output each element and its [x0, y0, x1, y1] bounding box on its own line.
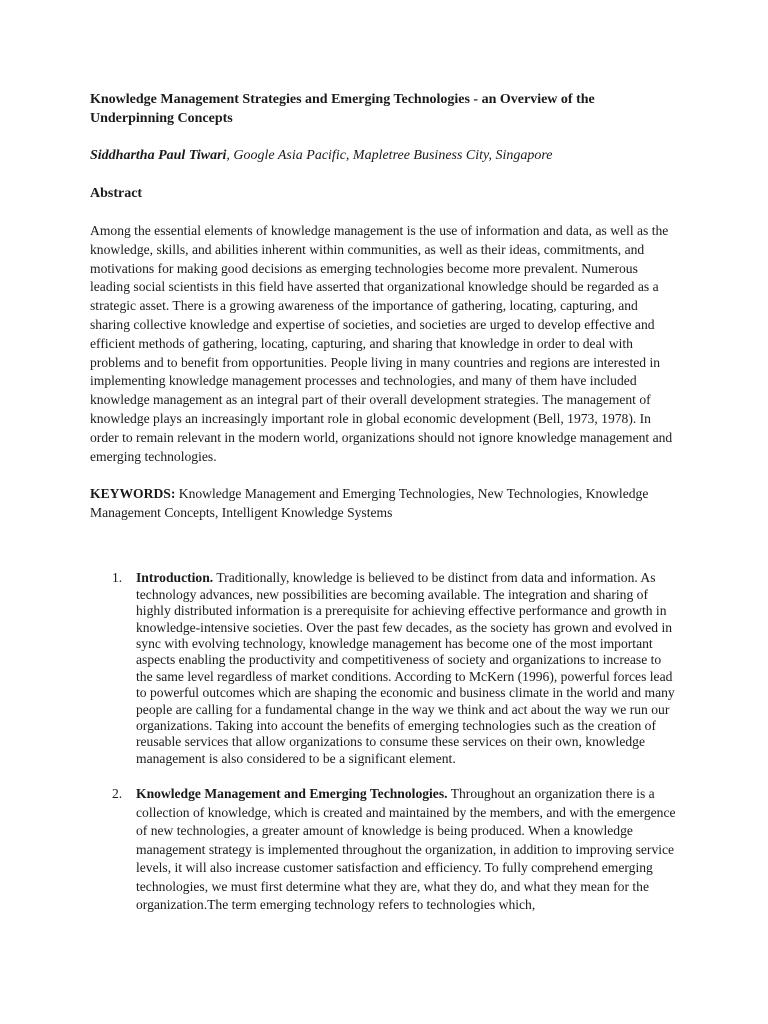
- section-body: Throughout an organization there is a collection of knowledge, which is created and maintained by the members, and with the emergence of new technologies, a greater amount of knowledge is being produced. When a knowledge management strategy is implemented throughout the organization, in addition to improving service levels, it will also increase customer satisfaction and efficiency. To fully comprehend emerging technologies, we must first determine what they are, what they do, and what they mean for the organization.The term emerging technology refers to technologies which,: [136, 786, 676, 913]
- author-line: [90, 146, 680, 165]
- section-list: [90, 570, 680, 914]
- section-body: Traditionally, knowledge is believed to be distinct from data and information. As technology advances, new possibilities are becoming available. The integration and sharing of highly distributed information is a prerequisite for achieving effective performance and growth in knowledge-intensive societies. Over the past few decades, as the society has grown and evolved in sync with evolving technology, knowledge management has become one of the most important aspects enabling the productivity and competitiveness of society and organizations to increase to the same level regardless of market conditions. According to McKern (1996), powerful forces lead to powerful outcomes which are shaping the economic and business climate in the world and many people are calling for a fundamental change in the way we think and act about the way we run our organizations. Taking into account the benefits of emerging technologies such as the creation of reusable services that allow organizations to consume these services on their own, knowledge management is also considered to be a significant element.: [136, 570, 675, 766]
- section-number: 2.: [112, 786, 123, 802]
- section-title: Introduction.: [136, 570, 214, 586]
- keywords-label: KEYWORDS:: [90, 486, 176, 502]
- paper-title: Knowledge Management Strategies and Emerging Technologies - an Overview of the Underpinning Concepts: [90, 92, 595, 126]
- paper-page: [90, 90, 680, 933]
- author-name: Siddhartha Paul Tiwari: [90, 148, 227, 163]
- keywords-paragraph: [90, 484, 680, 522]
- section-paragraph: [136, 785, 680, 915]
- abstract-heading: Abstract: [90, 186, 143, 201]
- section-introduction: [90, 570, 680, 767]
- section-paragraph: [136, 570, 680, 767]
- section-title: Knowledge Management and Emerging Technologies.: [136, 786, 448, 802]
- section-number: 1.: [112, 570, 123, 586]
- section-km-emerging-tech: [90, 785, 680, 915]
- abstract-body: Among the essential elements of knowledge management is the use of information and data, as well as the knowledge, skills, and abilities inherent within communities, as well as their ideas, commitments, and motivations for making good decisions as emerging technologies become more prevalent. Numerous leading social scientists in this field have asserted that organizational knowledge should be regarded as a strategic asset. There is a growing awareness of the importance of gathering, locating, capturing, and sharing collective knowledge and expertise of societies, and societies are urged to develop effective and efficient methods of gathering, locating, capturing, and sharing that knowledge in order to deal with problems and to benefit from opportunities. People living in many countries and regions are interested in implementing knowledge management processes and technologies, and many of them have included knowledge management as an integral part of their overall development strategies. The management of knowledge plays an increasingly important role in global economic development (Bell, 1973, 1978). In order to remain relevant in the modern world, organizations should not ignore knowledge management and emerging technologies.: [90, 223, 673, 464]
- keywords-text: Knowledge Management and Emerging Technologies, New Technologies, Knowledge Management Concepts, Intelligent Knowledge Systems: [90, 486, 649, 521]
- author-affiliation: , Google Asia Pacific, Mapletree Business City, Singapore: [226, 148, 553, 163]
